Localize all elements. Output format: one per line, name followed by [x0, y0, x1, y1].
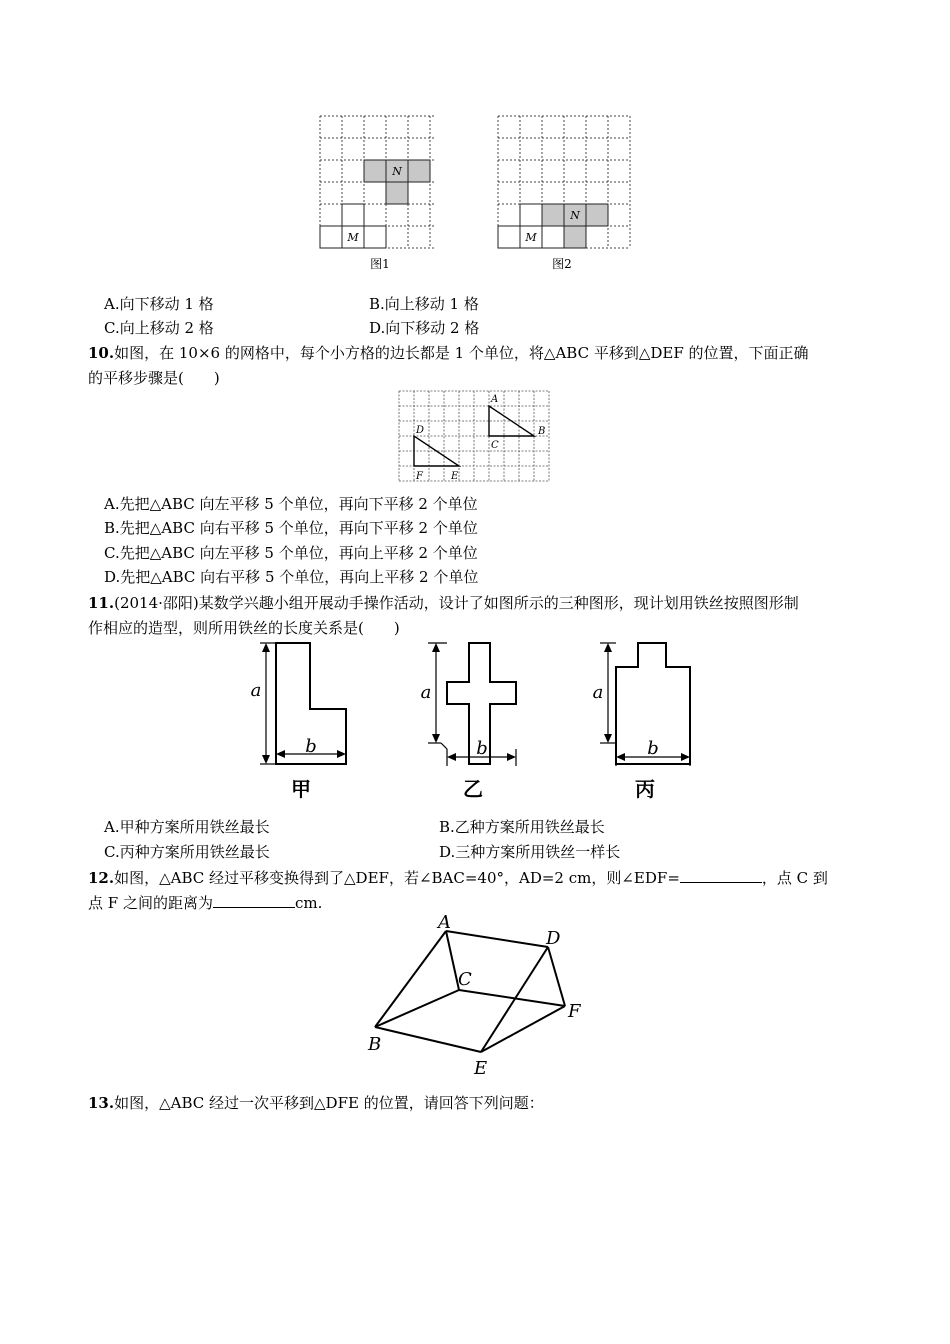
q10-number: 10.: [88, 344, 115, 362]
caption-yi: 乙: [463, 777, 483, 801]
q10-stem-line1: [88, 343, 809, 363]
q12-label-e: E: [474, 1058, 488, 1079]
fig1-caption: 图1: [370, 257, 390, 271]
q10-figure: [396, 388, 552, 484]
q12-stem-line2: [88, 893, 322, 913]
label-m-2: M: [525, 231, 537, 244]
q10-option-b[interactable]: B.先把△ABC 向右平移 5 个单位，再向下平移 2 个单位: [104, 519, 478, 537]
segment-ab: [375, 931, 446, 1027]
label-n-2: N: [570, 209, 580, 222]
q10-label-c: C: [491, 440, 499, 451]
q11-number: 11.: [88, 594, 115, 612]
q12-answer-blank-2[interactable]: [213, 893, 295, 908]
q9-option-d[interactable]: D.向下移动 2 格: [369, 319, 480, 337]
q13-stem-text: 如图，△ABC 经过一次平移到△DFE 的位置，请回答下列问题：: [114, 1094, 544, 1112]
q9-figure-2: [494, 112, 634, 274]
bing-label-a: a: [592, 682, 604, 703]
q12-stem-text3: 点 F 之间的距离为: [88, 894, 213, 912]
q10-label-f: F: [416, 471, 423, 482]
jia-label-b: b: [305, 736, 317, 757]
label-m-1: M: [347, 231, 359, 244]
q12-stem-text1: 如图，△ABC 经过平移变换得到了△DEF，若∠BAC=40°，AD=2 cm，则∠EDF=: [114, 869, 680, 887]
q12-stem-text4: cm.: [294, 894, 323, 912]
q12-figure: [360, 910, 600, 1080]
q12-label-d: D: [546, 928, 561, 949]
q10-option-c[interactable]: C.先把△ABC 向左平移 5 个单位，再向上平移 2 个单位: [104, 544, 478, 562]
q11-option-b[interactable]: B.乙种方案所用铁丝最长: [439, 818, 605, 836]
q10-option-d[interactable]: D.先把△ABC 向右平移 5 个单位，再向上平移 2 个单位: [104, 568, 479, 586]
q13-stem: [88, 1093, 544, 1113]
q9-option-c[interactable]: C.向上移动 2 格: [104, 319, 214, 337]
q12-label-c: C: [458, 969, 472, 990]
q13-number: 13.: [88, 1094, 115, 1112]
segment-ad: [446, 931, 548, 947]
triangle-abc: [489, 406, 534, 436]
q11-stem-text1: (2014·邵阳)某数学兴趣小组开展动手操作活动，设计了如图所示的三种图形，现计划用铁丝按照图形制: [114, 594, 799, 612]
segment-df: [548, 947, 565, 1006]
caption-bing: 丙: [635, 777, 655, 801]
bing-label-b: b: [647, 738, 659, 759]
q10-label-e: E: [451, 471, 459, 482]
jia-label-a: a: [250, 680, 262, 701]
q10-stem-text1: 如图，在 10×6 的网格中，每个小方格的边长都是 1 个单位，将△ABC 平移到△DEF 的位置，下面正确: [114, 344, 809, 362]
q12-stem-text2: ，点 C 到: [761, 869, 828, 887]
q12-answer-blank-1[interactable]: [680, 868, 762, 883]
segment-de: [481, 947, 548, 1052]
fig2-caption: 图2: [552, 257, 572, 271]
q12-label-a: A: [438, 912, 451, 933]
q11-stem-line1: [88, 593, 799, 613]
q9-option-b[interactable]: B.向上移动 1 格: [369, 295, 479, 313]
caption-jia: 甲: [291, 777, 311, 801]
segment-ef: [481, 1006, 565, 1052]
q10-label-a: A: [491, 394, 499, 405]
q12-label-b: B: [368, 1034, 382, 1055]
q11-option-c[interactable]: C.丙种方案所用铁丝最长: [104, 843, 270, 861]
q11-option-a[interactable]: A.甲种方案所用铁丝最长: [104, 818, 270, 836]
q11-stem-line2: 作相应的造型，则所用铁丝的长度关系是( ): [88, 619, 400, 637]
q9-option-a[interactable]: A.向下移动 1 格: [104, 295, 214, 313]
label-n-1: N: [392, 165, 402, 178]
q10-option-a[interactable]: A.先把△ABC 向左平移 5 个单位，再向下平移 2 个单位: [104, 495, 478, 513]
q10-label-b: B: [538, 426, 546, 437]
q10-stem-line2: 的平移步骤是( ): [88, 369, 220, 387]
yi-label-b: b: [476, 738, 488, 759]
yi-label-a: a: [420, 682, 432, 703]
q10-label-d: D: [416, 425, 425, 436]
q12-stem-line1: [88, 868, 828, 888]
q12-label-f: F: [568, 1001, 581, 1022]
q9-figure-1: [316, 112, 440, 274]
q12-number: 12.: [88, 869, 115, 887]
segment-be: [375, 1027, 481, 1052]
q11-option-d[interactable]: D.三种方案所用铁丝一样长: [439, 843, 621, 861]
q11-figure: [240, 636, 740, 806]
